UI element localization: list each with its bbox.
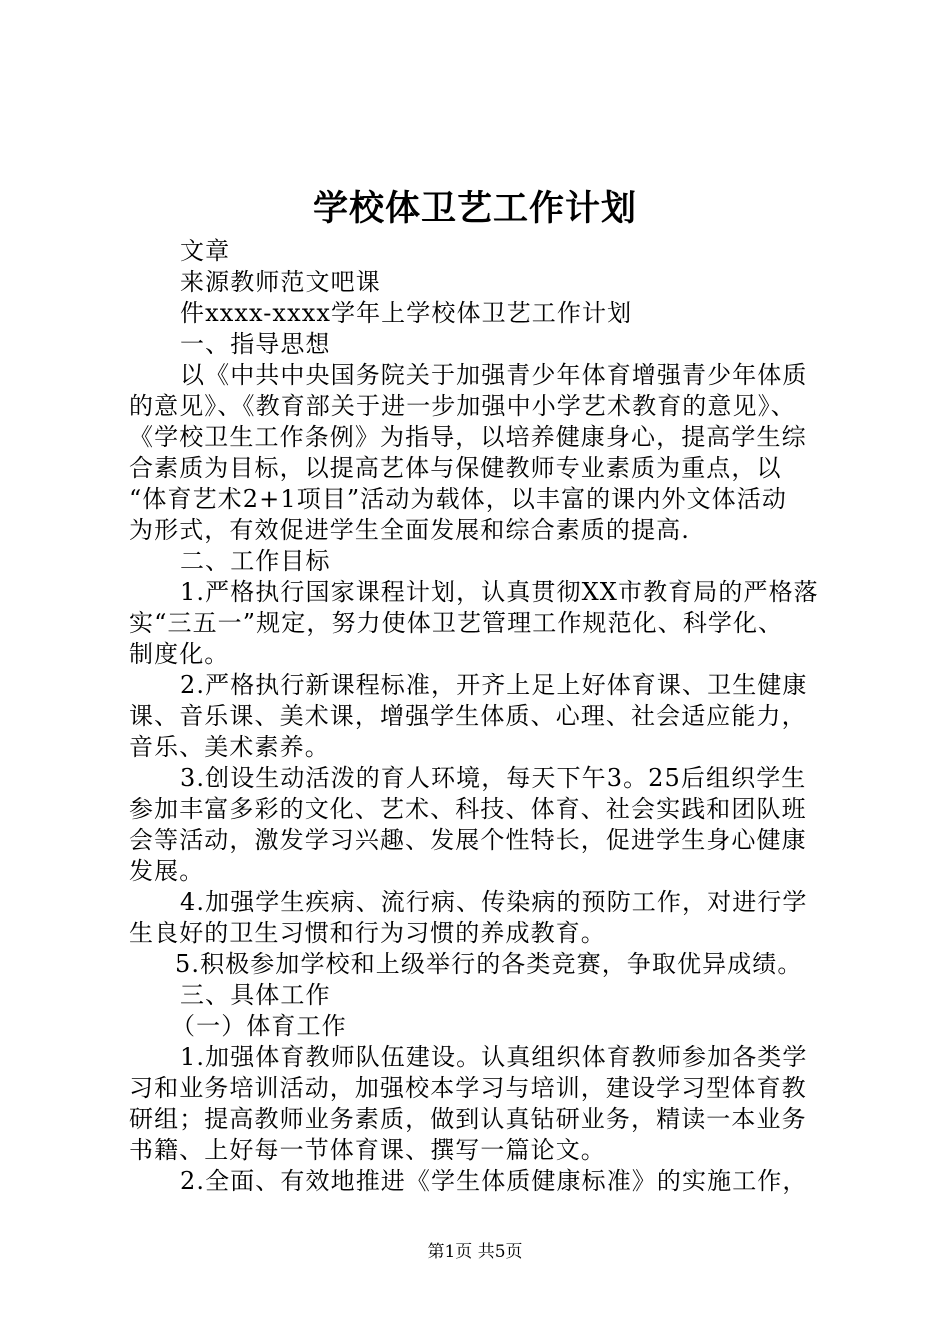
paragraph-line: 实“三五一”规定，努力使体卫艺管理工作规范化、科学化、 — [129, 609, 784, 637]
paragraph-line: 1.严格执行国家课程计划，认真贯彻XX市教育局的严格落 — [180, 578, 819, 606]
paragraph-line: 二、工作目标 — [180, 547, 331, 575]
paragraph-line: 件xxxx-xxxx学年上学校体卫艺工作计划 — [180, 299, 633, 327]
paragraph-line: 来源教师范文吧课 — [180, 268, 381, 296]
paragraph-line: “体育艺术2+1项目”活动为载体，以丰富的课内外文体活动 — [129, 485, 787, 513]
paragraph-line: 以《中共中央国务院关于加强青少年体育增强青少年体质 — [180, 361, 808, 389]
paragraph-line: 5.积极参加学校和上级举行的各类竞赛，争取优异成绩。 — [175, 950, 803, 978]
paragraph-line: 三、具体工作 — [180, 981, 331, 1009]
paragraph-line: 4.加强学生疾病、流行病、传染病的预防工作，对进行学 — [180, 888, 808, 916]
paragraph-line: 书籍、上好每一节体育课、撰写一篇论文。 — [129, 1136, 606, 1164]
paragraph-line: 2.全面、有效地推进《学生体质健康标准》的实施工作， — [180, 1167, 808, 1195]
paragraph-line: 《学校卫生工作条例》为指导，以培养健康身心，提高学生综 — [129, 423, 807, 451]
paragraph-line: 为形式，有效促进学生全面发展和综合素质的提高. — [129, 516, 690, 544]
page-footer: 第1页 共5页 — [427, 1242, 523, 1262]
paragraph-line: 一、指导思想 — [180, 330, 331, 358]
paragraph-line: 发展。 — [129, 857, 205, 885]
paragraph-line: 2.严格执行新课程标准，开齐上足上好体育课、卫生健康 — [180, 671, 808, 699]
paragraph-line: 生良好的卫生习惯和行为习惯的养成教育。 — [129, 919, 606, 947]
paragraph-line: 研组；提高教师业务素质，做到认真钻研业务，精读一本业务 — [129, 1105, 807, 1133]
paragraph-line: 1.加强体育教师队伍建设。认真组织体育教师参加各类学 — [180, 1043, 808, 1071]
document-title: 学校体卫艺工作计划 — [312, 188, 637, 229]
paragraph-line: 制度化。 — [129, 640, 230, 668]
paragraph-line: 3.创设生动活泼的育人环境，每天下午3。25后组织学生 — [180, 764, 807, 792]
paragraph-line: 文章 — [180, 237, 231, 265]
paragraph-line: 课、音乐课、美术课，增强学生体质、心理、社会适应能力， — [129, 702, 807, 730]
paragraph-line: 会等活动，激发学习兴趣、发展个性特长，促进学生身心健康 — [129, 826, 807, 854]
paragraph-line: 音乐、美术素养。 — [129, 733, 330, 761]
document-body — [129, 236, 829, 1197]
paragraph-line: 的意见》、《教育部关于进一步加强中小学艺术教育的意见》、 — [129, 392, 796, 420]
paragraph-line: 参加丰富多彩的文化、艺术、科技、体育、社会实践和团队班 — [129, 795, 807, 823]
paragraph-line: （一）体育工作 — [171, 1012, 347, 1040]
paragraph-line: 习和业务培训活动，加强校本学习与培训，建设学习型体育教 — [129, 1074, 807, 1102]
paragraph-line: 合素质为目标，以提高艺体与保健教师专业素质为重点，以 — [129, 454, 782, 482]
